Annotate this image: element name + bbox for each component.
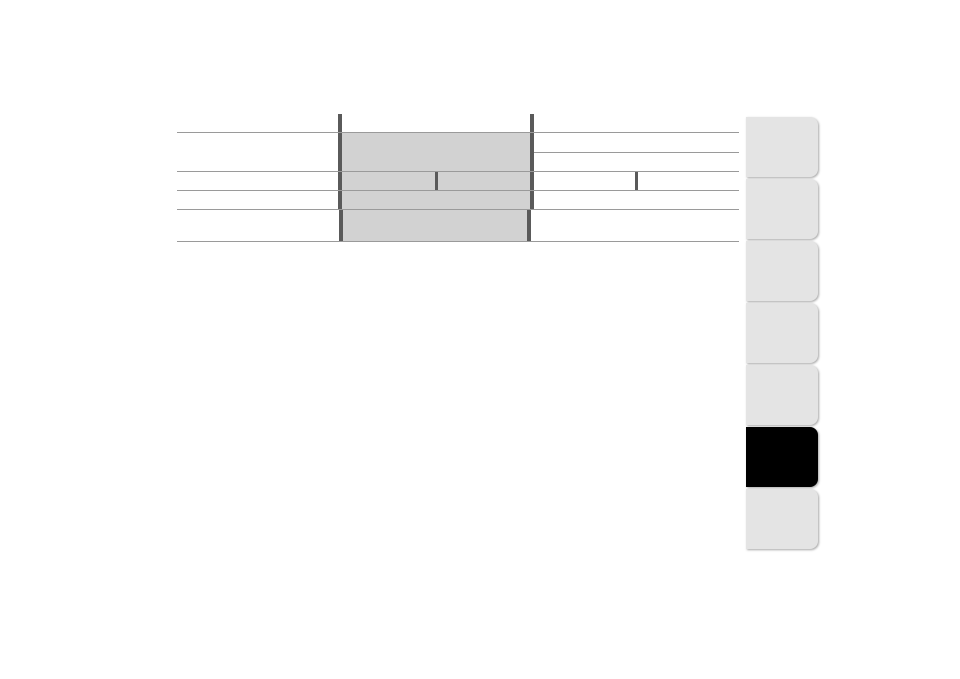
tab-demarrage-conduite[interactable] [746,241,818,301]
mode-dynamic [435,172,530,190]
tab-caracteristiques-techniques[interactable] [746,427,818,487]
row-label [177,191,338,209]
table-row-modes [177,172,739,191]
header-label [177,114,338,132]
cell-a [338,191,529,209]
table-row-code-type [177,133,739,172]
table-row-carburant [177,210,739,242]
cell-b [530,191,739,209]
table-header [177,114,739,133]
cell-a [338,133,529,171]
section-tabs [746,117,818,551]
mode-natural [534,172,635,190]
header-col-a [338,114,529,132]
cell-a [339,210,527,241]
cell-b [530,133,739,171]
tab-situations-urgence[interactable] [746,303,818,363]
modes-b [530,172,739,190]
tab-index-alphabetique[interactable] [746,489,818,549]
spec-table [177,114,739,242]
mode-natural [342,172,434,190]
table-row-bougies [177,191,739,210]
row-label-empty [177,172,338,190]
row-label [177,133,338,171]
tab-entretien-vehicule[interactable] [746,365,818,425]
code-b2 [534,152,739,171]
mode-dynamic [635,172,739,190]
tab-connaissance-vehicule[interactable] [746,117,818,177]
header-col-b [530,114,739,132]
cell-b [527,210,737,241]
tab-securite[interactable] [746,179,818,239]
code-b1 [534,134,739,152]
row-label [177,210,339,241]
modes-a [338,172,529,190]
code-stack [534,134,739,171]
